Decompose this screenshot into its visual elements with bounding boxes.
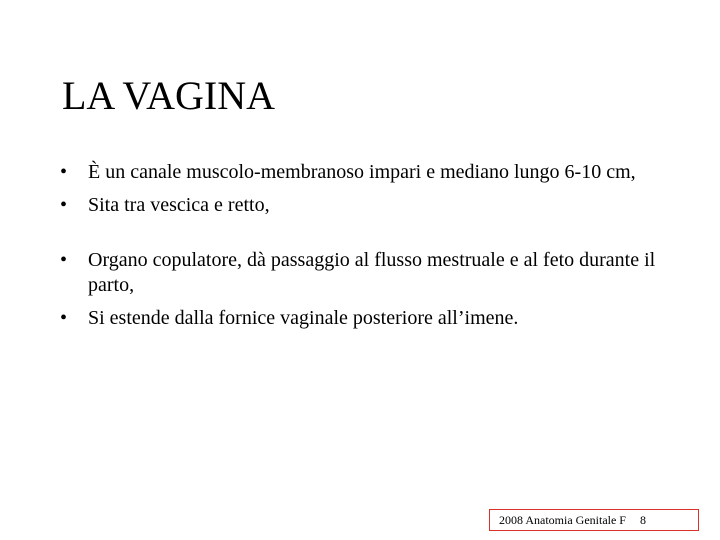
bullet-marker: • [60, 161, 68, 183]
bullet-item [60, 160, 660, 185]
bullet-marker: • [60, 249, 68, 271]
page-number: 8 [639, 513, 646, 527]
bullet-text: Sita tra vescica e retto, [88, 194, 270, 216]
slide-title: LA VAGINA [62, 73, 275, 118]
footer-box [489, 509, 699, 531]
bullet-marker: • [60, 194, 68, 216]
bullet-item [60, 193, 660, 218]
bullet-text: Si estende dalla fornice vaginale posteriore all’imene. [88, 307, 519, 329]
bullet-text: È un canale muscolo-membranoso impari e mediano lungo 6-10 cm, [88, 161, 636, 183]
footer-text: 2008 Anatomia Genitale F [499, 513, 626, 527]
bullet-item [60, 306, 660, 331]
bullet-marker: • [60, 307, 68, 329]
bullet-list [60, 160, 660, 339]
bullet-item [60, 248, 660, 298]
bullet-text: Organo copulatore, dà passaggio al flusso mestruale e al feto durante il parto, [88, 249, 656, 296]
